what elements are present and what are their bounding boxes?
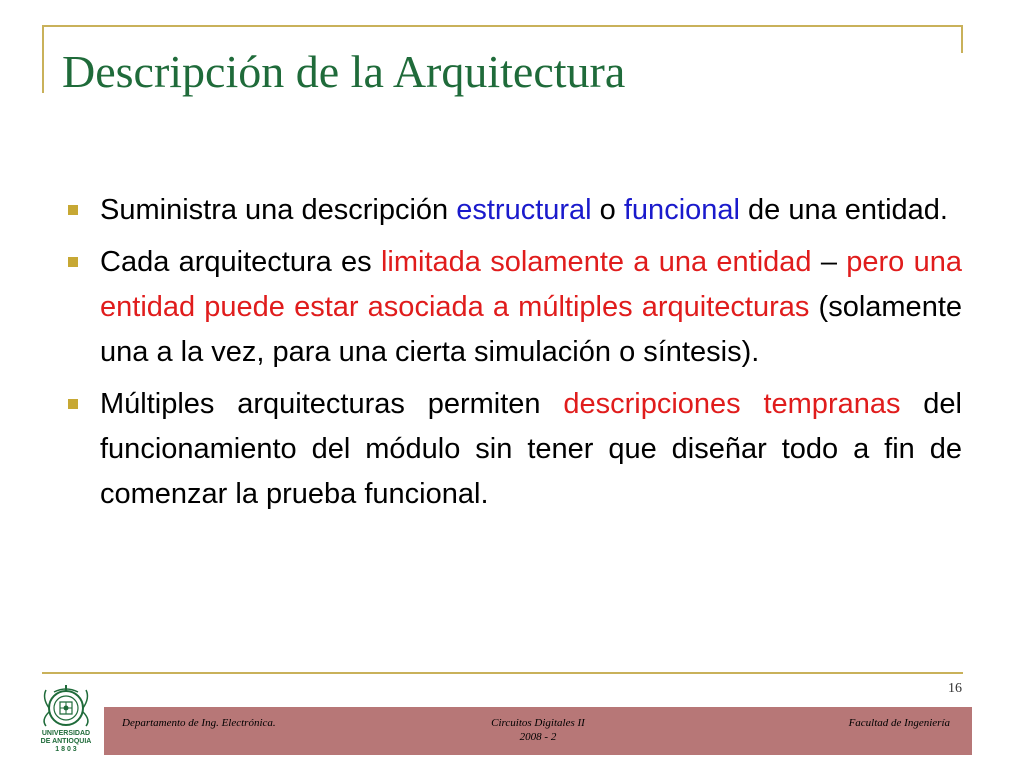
footer-faculty: Facultad de Ingeniería — [848, 717, 950, 729]
title-frame-left-rule — [42, 25, 44, 93]
bullet-3-highlight-1: descripciones tempranas — [563, 388, 901, 420]
square-bullet-icon — [68, 399, 78, 409]
square-bullet-icon — [68, 205, 78, 215]
footer-department: Departamento de Ing. Electrónica. — [122, 717, 276, 729]
bullet-2-highlight-2: pero una entidad puede estar asociada a múltiples arquitecturas — [100, 246, 962, 323]
square-bullet-icon — [68, 257, 78, 267]
slide-number: 16 — [948, 681, 962, 696]
footer-course-name: Circuitos Digitales II — [491, 717, 585, 729]
bullet-item-1 — [64, 188, 962, 233]
title-frame-top-rule — [42, 25, 963, 27]
slide-title: Descripción de la Arquitectura — [62, 46, 626, 97]
university-name-line-1: UNIVERSIDAD — [41, 730, 91, 737]
university-name-line-2: DE ANTIOQUIA — [40, 738, 92, 745]
bullet-list — [64, 188, 962, 524]
title-frame-right-rule — [961, 25, 963, 53]
bullet-3-text-1: Múltiples arquitecturas permiten — [100, 388, 564, 420]
bullet-3-text-2: del funcionamiento del módulo sin tener que diseñar todo a fin de comenzar la prueba funcional. — [100, 388, 962, 510]
bullet-2-text-1: Cada arquitectura es — [100, 246, 381, 278]
footer-course-term: 2008 - 2 — [519, 731, 557, 743]
bullet-2-text-2: – — [811, 246, 847, 278]
bullet-1-highlight-funcional: funcional — [623, 194, 740, 226]
bullet-2-highlight-1: limitada solamente a una entidad — [380, 246, 812, 278]
bullet-1-highlight-estructural: estructural — [456, 194, 592, 226]
bullet-1-text-1: Suministra una descripción — [100, 194, 457, 226]
footer-course — [440, 716, 636, 744]
bullet-2-text-3: (solamente una a la vez, para una cierta simulación o síntesis). — [100, 291, 963, 368]
bullet-1-text-3: de una entidad. — [739, 194, 948, 226]
university-name — [30, 730, 102, 754]
footer-rule — [42, 672, 963, 674]
university-founding-year: 1 8 0 3 — [55, 746, 77, 753]
bullet-item-2 — [64, 240, 962, 375]
bullet-item-3 — [64, 382, 962, 517]
bullet-1-text-2: o — [591, 194, 624, 226]
